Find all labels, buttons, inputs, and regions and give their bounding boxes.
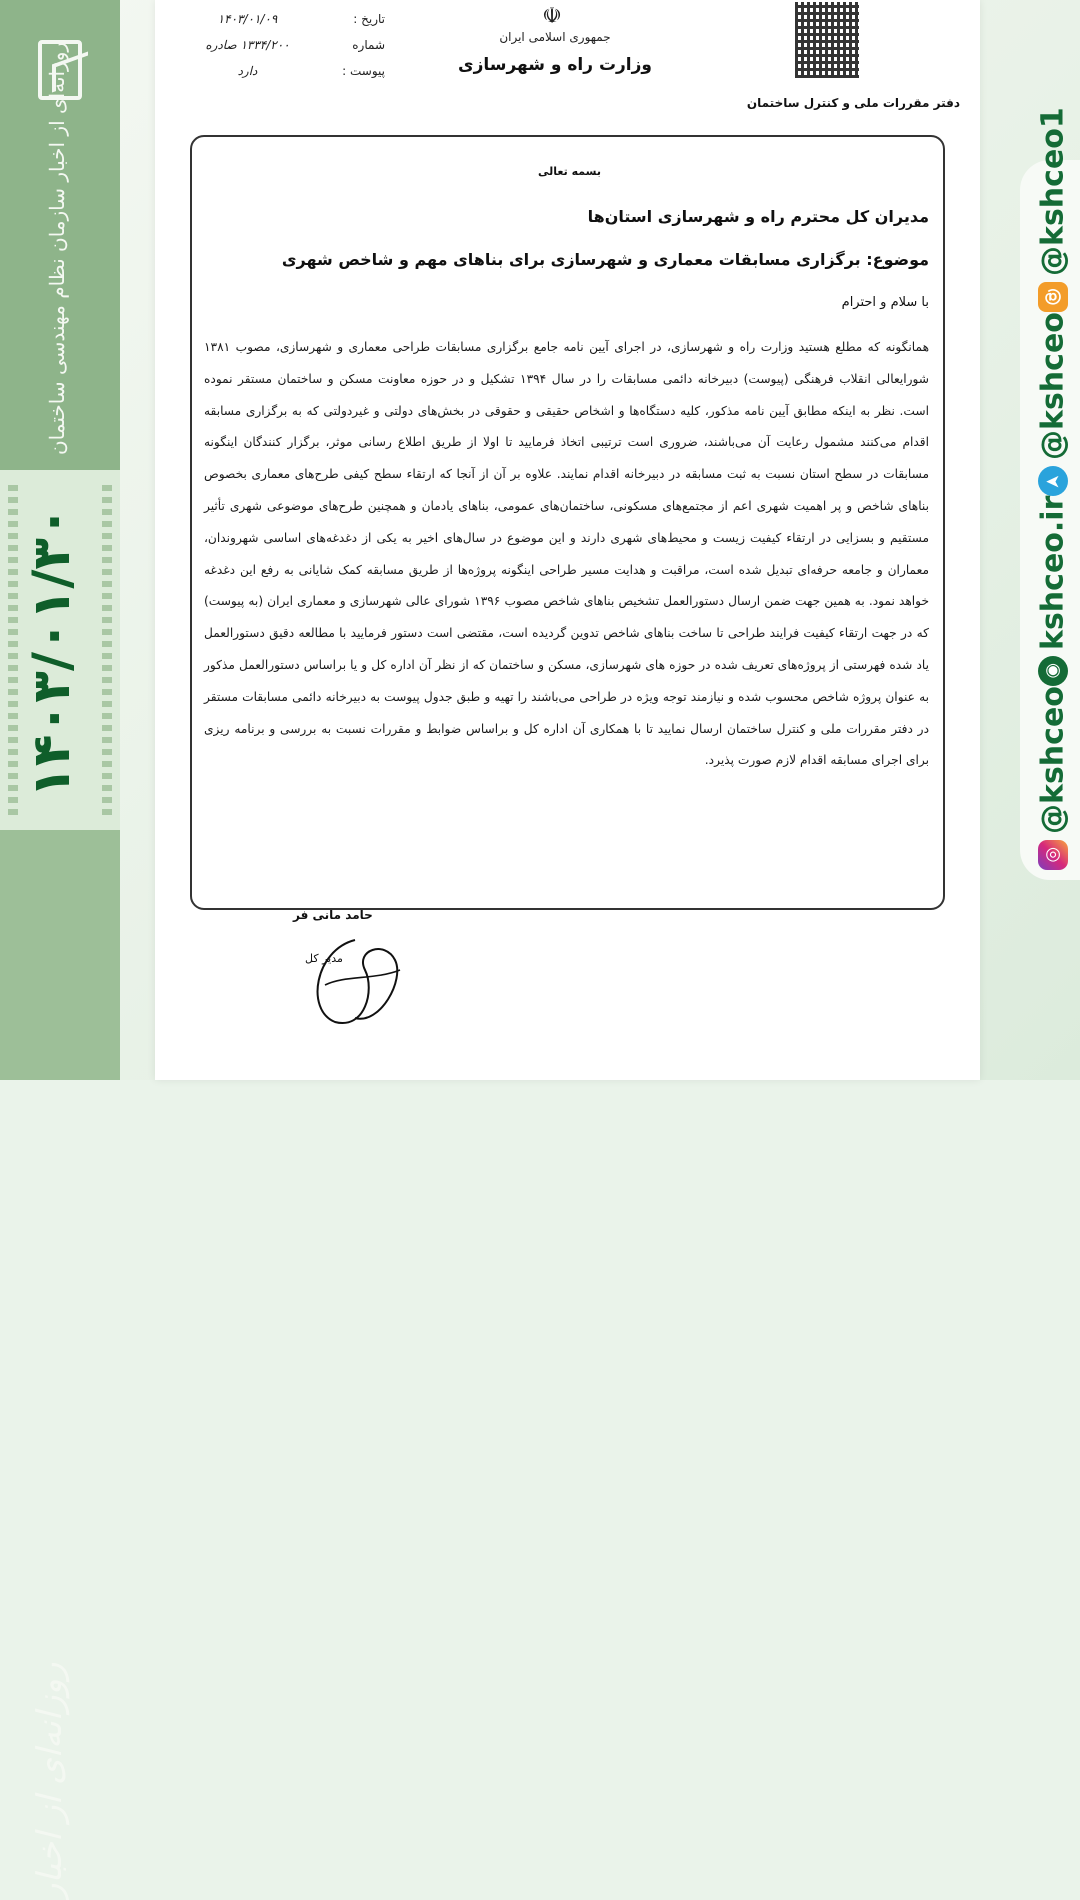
ministry-title: وزارت راه و شهرسازی xyxy=(457,55,652,75)
date-value: ۱۴۰۳/۰۱/۰۹ xyxy=(217,12,278,26)
subject: موضوع: برگزاری مسابقات معماری و شهرسازی برای بناهای مهم و شاخص شهری xyxy=(281,250,929,269)
contact-list xyxy=(1030,107,1076,870)
left-brand-panel xyxy=(0,0,120,470)
left-dash-decoration xyxy=(8,485,18,820)
telegram-handle: @kshceo xyxy=(1035,311,1071,460)
letter-body-frame xyxy=(190,135,945,910)
office-name: دفتر مقررات ملی و کنترل ساختمان xyxy=(746,96,960,110)
republic-title: جمهوری اسلامی ایران xyxy=(499,30,611,44)
meta-number-row xyxy=(175,32,385,58)
attachment-value: دارد xyxy=(237,64,258,78)
letter-body: همانگونه که مطلع هستید وزارت راه و شهرسازی، در اجرای آیین نامه جامع برگزاری مسابقات طراحی معماری و شهرسازی، مصوب ۱۳۸۱ شورایعالی انقلاب فرهنگی (پیوست) دبیرخانه دائمی مسابقات را در سال ۱۳۹۴ تشکیل و در حوزه معاونت مسکن و ساختمان مستقر نموده است. نظر به اینکه مطابق آیین نامه مذکور، کلیه دستگاه‌ها و اشخاص حقیقی و حقوقی در بخش‌های دولتی و غیردولتی که به برگزاری مسابقه اقدام می‌کنند مشمول رعایت آن می‌باشند، ضروری است ترتیبی اتخاذ فرمایید تا اولا از طریق اطلاع رسانی موثر، برگزار کنندگان اینگونه مسابقات در سطح استان نسبت به ثبت مسابقه در دبیرخانه اقدام نمایند. علاوه بر آن از آنجا که ارتقاء سطح کیفی طرح‌های معماری بخصوص بناهای شاخص و پر اهمیت شهری اعم از مجتمع‌های مسکونی، ساختمان‌های عمومی، بناهای یادمان و همچنین طرح‌های موضوعی شهری تأثیر مستقیم و بسزایی در ارتقاء کیفیت زیست و محیط‌های شهری دارند و این موضوع در سال‌های اخیر به یکی از دغدغه‌های اساسی شهروندان، معماران و جامعه حرفه‌ای تبدیل شده است، مراقبت و هدایت مسیر طراحی اینگونه پروژه‌ها از طریق مسابقه کمک شایانی به رفع این دغدغه خواهد نمود. به همین جهت ضمن ارسال دستورالعمل تشخیص بناهای شاخص مصوب ۱۳۹۶ شورای عالی شهرسازی و معماری ایران (به پیوست) که در جهت ارتقاء کیفیت فرایند طراحی تا ساخت بناهای شاخص تدوین گردیده است، مقتضی است دستور فرمایید با مطالعه دقیق دستورالعمل یاد شده فهرستی از پروژه‌های تعریف شده در حوزه های شهرسازی، مسکن و ساختمان که از نظر آن اداره کل و یا براساس دستورالعمل مذکور به عنوان پروژه شاخص محسوب شده و نیازمند توجه ویژه در طراحی می‌باشند را تهیه و طبق جدول پیوست به دبیرخانه دائمی مسابقات مستقر در دفتر مقررات ملی و کنترل ساختمان ارسال نمایید تا با همکاری آن اداره کل و براساس ضوابط و مقررات نسبت به بررسی و برنامه ریزی برای اجرای مسابقه اقدام لازم صورت پذیرد. xyxy=(204,340,929,768)
letter-meta xyxy=(175,6,385,84)
news-date: ۱۴۰۳/۰۱/۳۰ xyxy=(22,506,82,799)
telegram-icon: ➤ xyxy=(1038,466,1068,496)
qr-code-icon xyxy=(795,2,859,78)
left-caption: روزانه‌ای از اخبار سازمان نظام مهندسی ساختمان xyxy=(45,41,69,455)
signer-name: حامد مانی فر xyxy=(293,908,373,922)
bismillah: بسمه تعالی xyxy=(538,165,601,178)
meta-attachment-row xyxy=(175,58,385,84)
date-label: تاریخ : xyxy=(353,12,385,26)
website-icon: ◉ xyxy=(1038,656,1068,686)
instagram-handle: @kshceo xyxy=(1035,686,1071,834)
left-bottom-panel xyxy=(0,830,120,1900)
letter-document xyxy=(155,0,980,1080)
attachment-label: پیوست : xyxy=(342,64,385,78)
contact-telegram[interactable] xyxy=(1036,312,1071,496)
meta-date-row xyxy=(175,6,385,32)
right-dash-decoration xyxy=(102,485,112,820)
eitaa-handle: @kshceo1 xyxy=(1035,107,1071,276)
contact-website[interactable] xyxy=(1036,496,1071,686)
greeting: با سلام و احترام xyxy=(841,295,929,310)
number-label: شماره xyxy=(352,38,385,52)
signer-title: مدیر کل xyxy=(305,952,343,965)
website-address: kshceo.ir xyxy=(1035,495,1071,651)
left-bottom-caption: روزانه‌ای از اخبار xyxy=(30,1662,70,1900)
contact-instagram[interactable] xyxy=(1036,686,1071,870)
contact-eitaa[interactable] xyxy=(1036,107,1071,312)
recipient: مدیران کل محترم راه و شهرسازی استان‌ها xyxy=(587,207,929,226)
letterhead xyxy=(155,0,980,130)
number-value: ۱۳۳۴/۲۰۰ صادره xyxy=(205,38,290,52)
instagram-icon: ◎ xyxy=(1038,840,1068,870)
iran-emblem-icon: ☫ xyxy=(542,4,562,29)
signature-icon xyxy=(295,930,415,1030)
eitaa-icon: @ xyxy=(1038,282,1068,312)
